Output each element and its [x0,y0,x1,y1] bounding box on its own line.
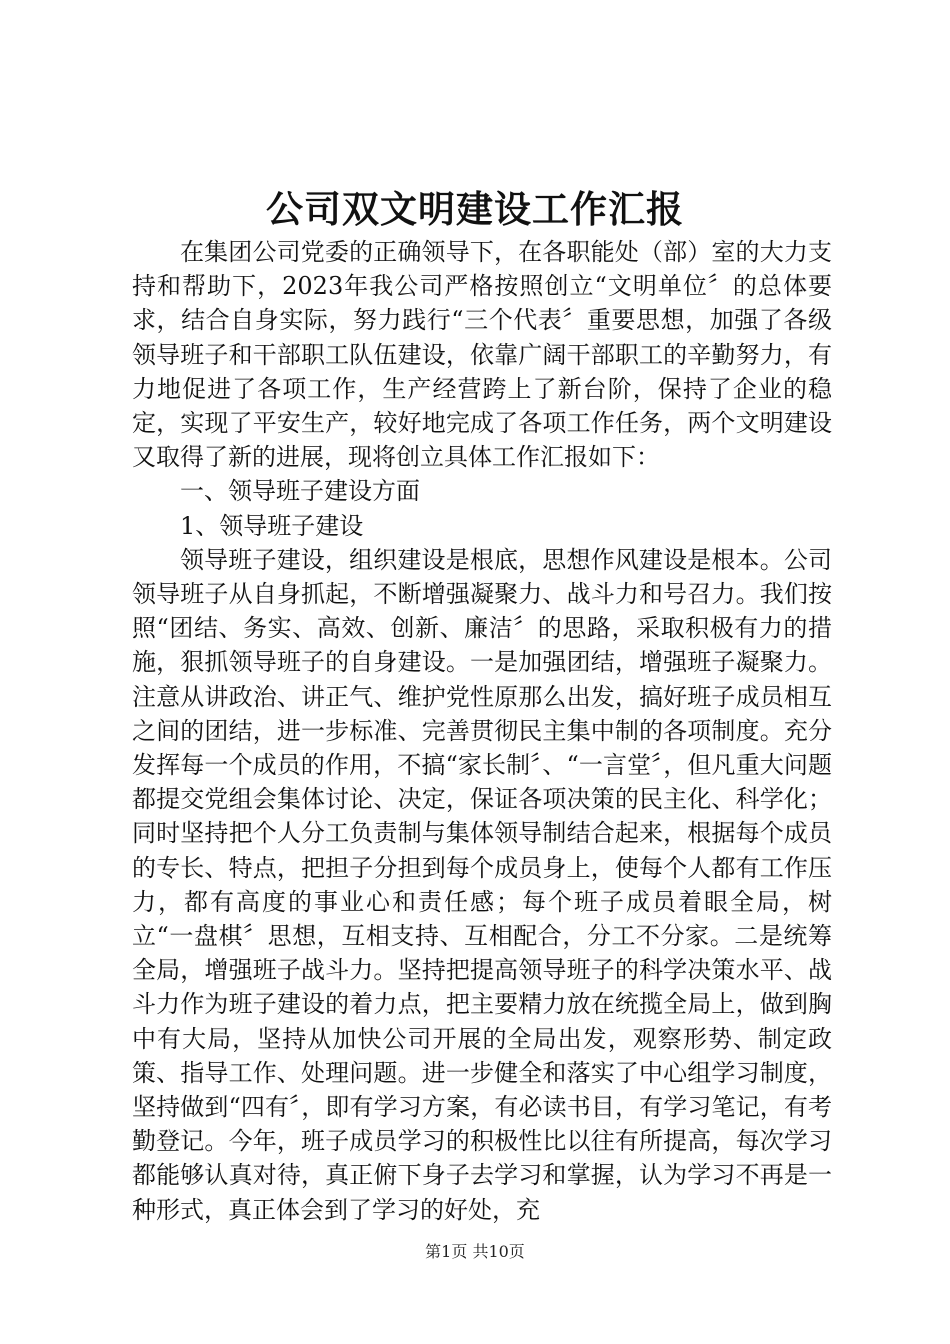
paragraph-intro: 在集团公司党委的正确领导下，在各职能处（部）室的大力支持和帮助下，2023年我公司严格按照创立“文明单位〞的总体要求，结合自身实际，努力践行“三个代表〞重要思想，加强了各级领导班子和干部职工队伍建设，依靠广阔干部职工的辛勤努力，有力地促进了各项工作，生产经营跨上了新台阶，保持了企业的稳定，实现了平安生产，较好地完成了各项工作任务，两个文明建设又取得了新的进展，现将创立具体工作汇报如下： [132,238,832,472]
document-title: 公司双文明建设工作汇报 [266,187,684,231]
paragraph-leadership: 领导班子建设，组织建设是根底，思想作风建设是根本。公司领导班子从自身抓起，不断增强凝聚力、战斗力和号召力。我们按照“团结、务实、高效、创新、廉洁〞的思路，采取积极有力的措施，狠抓领导班子的自身建设。一是加强团结，增强班子凝聚力。注意从讲政治、讲正气、维护党性原那么出发，搞好班子成员相互之间的团结，进一步标准、完善贯彻民主集中制的各项制度。充分发挥每一个成员的作用，不搞“家长制〞、“一言堂〞，但凡重大问题都提交党组会集体讨论、决定，保证各项决策的民主化、科学化；同时坚持把个人分工负责制与集体领导制结合起来，根据每个成员的专长、特点，把担子分担到每个成员身上，使每个人都有工作压力，都有高度的事业心和责任感；每个班子成员着眼全局，树立“一盘棋〞思想，互相支持、互相配合，分工不分家。二是统筹全局，增强班子战斗力。坚持把提高领导班子的科学决策水平、战斗力作为班子建设的着力点，把主要精力放在统揽全局上，做到胸中有大局，坚持从加快公司开展的全局出发，观察形势、制定政策、指导工作、处理问题。进一步健全和落实了中心组学习制度，坚持做到“四有〞，即有学习方案，有必读书目，有学习笔记，有考勤登记。今年，班子成员学习的积极性比以往有所提高，每次学习都能够认真对待，真正俯下身子去学习和掌握，认为学习不再是一种形式，真正体会到了学习的好处，充 [132,545,832,1224]
section-heading: 一、领导班子建设方面 [180,477,420,506]
subsection-heading: 1、领导班子建设 [180,511,364,540]
document-body [132,235,832,1227]
page-footer: 第1页 共10页 [425,1242,525,1261]
